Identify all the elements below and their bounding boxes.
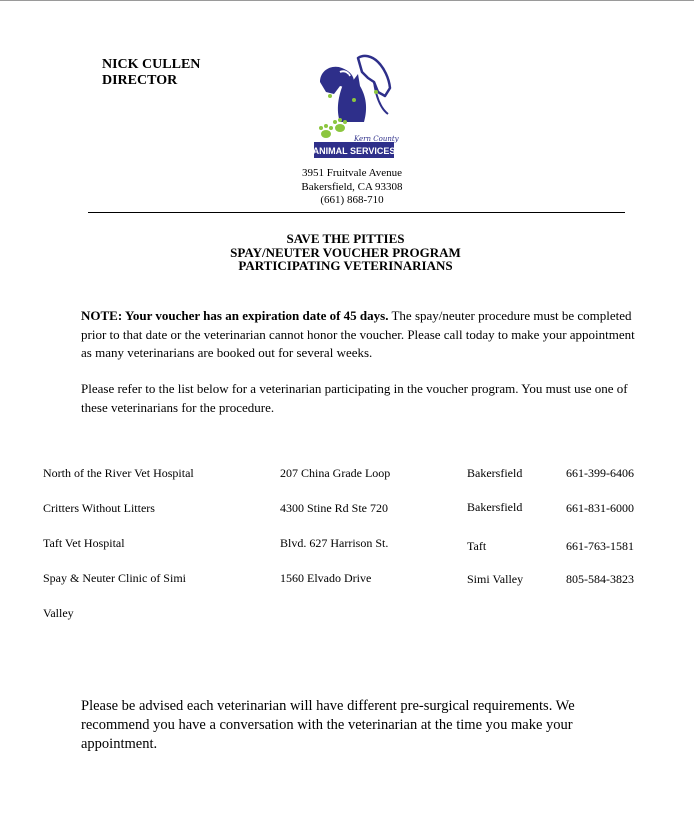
header-divider: [88, 212, 625, 213]
logo-small-text: Kern County: [354, 135, 399, 143]
vet-name: Taft Vet Hospital: [43, 536, 125, 550]
document-title: [0, 232, 694, 273]
note-bold: NOTE: Your voucher has an expiration date of 45 days.: [81, 308, 389, 323]
title-line-1: SAVE THE PITTIES: [286, 231, 405, 246]
horse-tag: [374, 90, 378, 94]
vet-phone: 661-763-1581: [566, 539, 634, 553]
vet-name: Spay & Neuter Clinic of Simi: [43, 571, 186, 585]
director-title: DIRECTOR: [102, 73, 178, 88]
vet-name: Critters Without Litters: [43, 501, 155, 515]
logo-big-text: ANIMAL SERVICES: [312, 146, 396, 156]
vet-address: 4300 Stine Rd Ste 720: [280, 501, 389, 515]
vet-city: Taft: [467, 539, 487, 553]
dog-tag: [328, 94, 332, 98]
title-line-2: SPAY/NEUTER VOUCHER PROGRAM: [230, 244, 461, 260]
footer-paragraph: Please be advised each veterinarian will have different pre-surgical requirements. We recommend you have a conversation with the veterinarian at the time you make your appointment.: [81, 698, 575, 752]
horse-shape: [358, 56, 390, 96]
logo-artwork: [310, 52, 399, 160]
address-phone: (661) 868-710: [320, 194, 384, 206]
refer-paragraph: Please refer to the list below for a veterinarian participating in the voucher program. You must use one of these veterinarians for the procedure.: [81, 381, 628, 415]
note-paragraph: [81, 307, 641, 363]
director-block: [102, 57, 200, 89]
vet-name: North of the River Vet Hospital: [43, 466, 194, 480]
cat-tag: [352, 98, 356, 102]
vet-address: 1560 Elvado Drive: [280, 571, 372, 585]
vet-address: Blvd. 627 Harrison St.: [280, 536, 389, 550]
address-city: Bakersfield, CA 93308: [301, 180, 403, 193]
vet-name-cont: Valley: [43, 606, 74, 620]
note-text: The spay/neuter procedure must be completed prior to that date or the veterinarian cannot honor the voucher. Please call today to make your appointment as many veterinarians are booked out for several weeks.: [81, 308, 635, 360]
vet-city: Simi Valley: [467, 572, 524, 586]
vet-phone: 805-584-3823: [566, 572, 634, 586]
vet-address: 207 China Grade Loop: [280, 466, 391, 480]
title-line-3: PARTICIPATING VETERINARIANS: [238, 258, 453, 273]
address-street: 3951 Fruitvale Avenue: [302, 167, 402, 179]
vet-phone: 661-831-6000: [566, 501, 634, 515]
vet-city: Bakersfield: [467, 466, 523, 480]
vet-city: Bakersfield: [467, 500, 523, 514]
animal-services-logo: [310, 52, 399, 160]
top-border: [0, 0, 694, 1]
director-name: NICK CULLEN: [102, 57, 201, 72]
vet-phone: 661-399-6406: [566, 466, 634, 480]
address-block: [278, 167, 426, 208]
